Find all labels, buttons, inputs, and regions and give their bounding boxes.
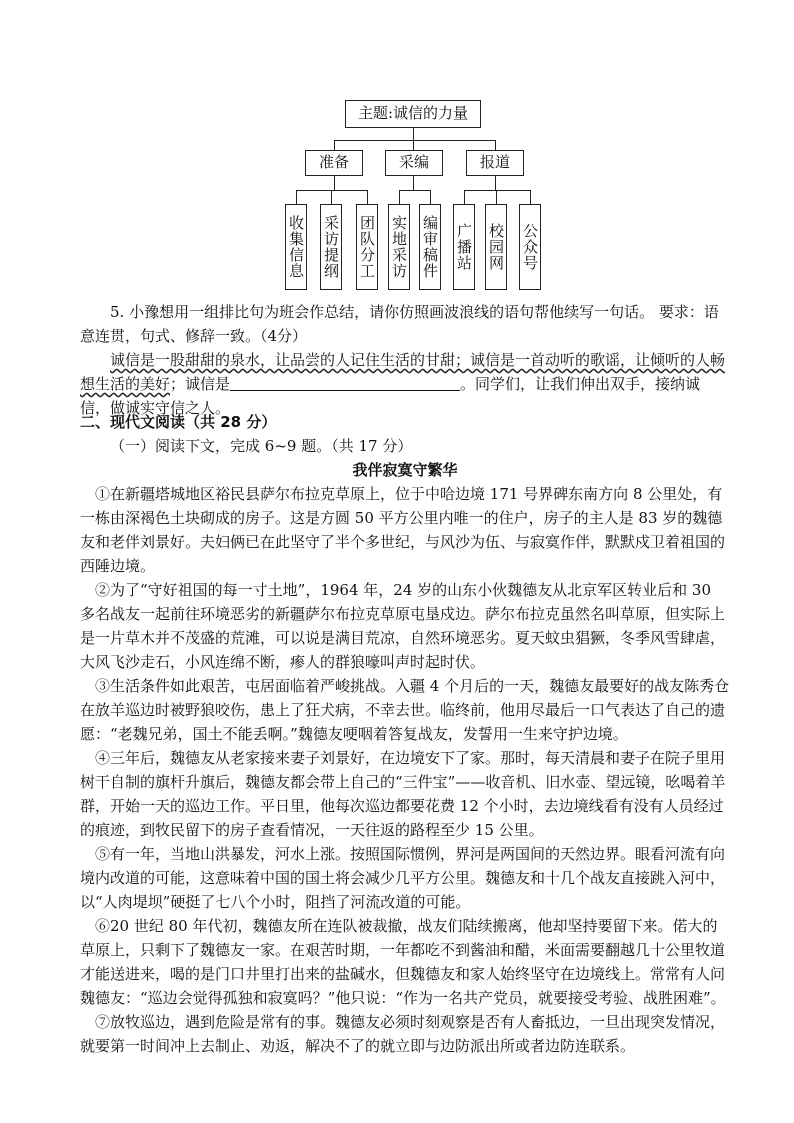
- paragraph: ⑤有一年，当地山洪暴发，河水上涨。按照国际惯例，界河是两国间的天然边界。眼看河流有向境内改道的可能，这意味着中国的国土将会减少几平方公里。魏德友和十几个战友直接跳入河中，以“人肉堤坝”硬挺了七八个小时，阻挡了河流改道的可能。: [80, 845, 726, 911]
- paragraph: ②为了“守好祖国的每一寸土地”，1964 年，24 岁的山东小伙魏德友从北京军区转业后和 30 多名战友一起前往环境恶劣的新疆萨尔布拉克草原屯垦戍边。萨尔布拉克虽然名叫草原，但实际上是一片草木并不茂盛的荒滩，可以说是满目荒凉，自然环境恶劣。夏天蚊虫猖獗，冬季风雪肆虐，大风飞沙走石，小风连绵不断，瘆人的群狼嚎叫声时起时伏。: [80, 581, 726, 671]
- diagram-group-edit: 采编: [385, 150, 443, 176]
- diagram-group-prepare: 准备: [305, 150, 363, 176]
- diagram-root-box: 主题:诚信的力量: [345, 100, 481, 128]
- question-5-prompt: 5. 小豫想用一组排比句为班会作总结，请你仿照画波浪线的语句帮他续写一句话。 要求：语意连贯，句式、修辞一致。（4分）: [80, 303, 719, 345]
- diagram-group-report: 报道: [466, 150, 524, 176]
- paragraph: ④三年后，魏德友从老家接来妻子刘景好，在边境安下了家。那时，每天清晨和妻子在院子里用树干自制的旗杆升旗后，魏德友都会带上自己的“三件宝”——收音机、旧水壶、望远镜，吆喝着羊群，开始一天的巡边工作。平日里，他每次巡边都要花费 12 个小时，去边境线看有没有人员经过的痕迹，到牧民留下的房子查看情况，一天往返的路程至少 15 公里。: [80, 749, 726, 839]
- diagram-leaf-radio: 广播站: [453, 204, 475, 290]
- paragraph: ①在新疆塔城地区裕民县萨尔布拉克草原上，位于中哈边境 171 号界碑东南方向 8 公里处，有一栋由深褐色土块砌成的房子。这是方圆 50 平方公里内唯一的住户，房子的主人是 83 岁的魏德友和老伴刘景好。夫妇俩已在此坚守了半个多世纪，与风沙为伍、与寂寞作伴，默默戍卫着祖国的西陲边境。: [80, 485, 726, 575]
- wavy-underlined-sentence: 诚信是一股甜甜的泉水，让品尝的人记住生活的甘甜；诚信是一首动听的歌谣，让倾听的人畅想生活的美好: [80, 351, 726, 393]
- answer-blank[interactable]: [230, 374, 460, 391]
- paragraph: ⑦放牧巡边，遇到危险是常有的事。魏德友必须时刻观察是否有人畜抵边，一旦出现突发情况，就要第一时间冲上去制止、劝返，解决不了的就立即与边防派出所或者边防连联系。: [80, 1013, 726, 1055]
- diagram-leaf-outline: 采访提纲: [320, 204, 342, 290]
- question-5: [80, 300, 730, 420]
- section-subheading: （一）阅读下文，完成 6~9 题。（共 17 分）: [110, 437, 413, 455]
- article-title: 我伴寂寞守繁华: [352, 461, 458, 479]
- diagram-leaf-review: 编审稿件: [419, 204, 441, 290]
- diagram-leaf-collect: 收集信息: [285, 204, 307, 290]
- diagram-leaf-team: 团队分工: [356, 204, 378, 290]
- diagram-leaf-campus-web: 校园网: [485, 204, 507, 290]
- section-two: [80, 410, 730, 1058]
- diagram-leaf-interview: 实地采访: [388, 204, 410, 290]
- structure-diagram: [0, 0, 794, 300]
- question-5-sentences: 诚信是一股甜甜的泉水，让品尝的人记住生活的甘甜；诚信是一首动听的歌谣，让倾听的人畅想生活的美好；诚信是 。同学们，让我们伸出双手，接纳诚信，做诚实守信之人。: [80, 351, 726, 417]
- section-heading: 二、现代文阅读（共 28 分）: [80, 413, 277, 431]
- diagram-leaf-wechat: 公众号: [519, 204, 541, 290]
- paragraph: ⑥20 世纪 80 年代初，魏德友所在连队被裁撤，战友们陆续搬离，他却坚持要留下来。偌大的草原上，只剩下了魏德友一家。在艰苦时期，一年都吃不到酱油和醋，米面需要翻越几十公里牧道才能送进来，喝的是门口井里打出来的盐碱水，但魏德友和家人始终坚守在边境线上。常常有人问魏德友：“巡边会觉得孤独和寂寞吗？”他只说：“作为一名共产党员，就要接受考验、战胜困难”。: [80, 917, 726, 1007]
- paragraph: ③生活条件如此艰苦，屯居面临着严峻挑战。入疆 4 个月后的一天，魏德友最要好的战友陈秀仓在放羊巡边时被野狼咬伤，患上了狂犬病，不幸去世。临终前，他用尽最后一口气表达了自己的遗愿：“老魏兄弟，国土不能丢啊。”魏德友哽咽着答复战友，发誓用一生来守护边境。: [80, 677, 730, 743]
